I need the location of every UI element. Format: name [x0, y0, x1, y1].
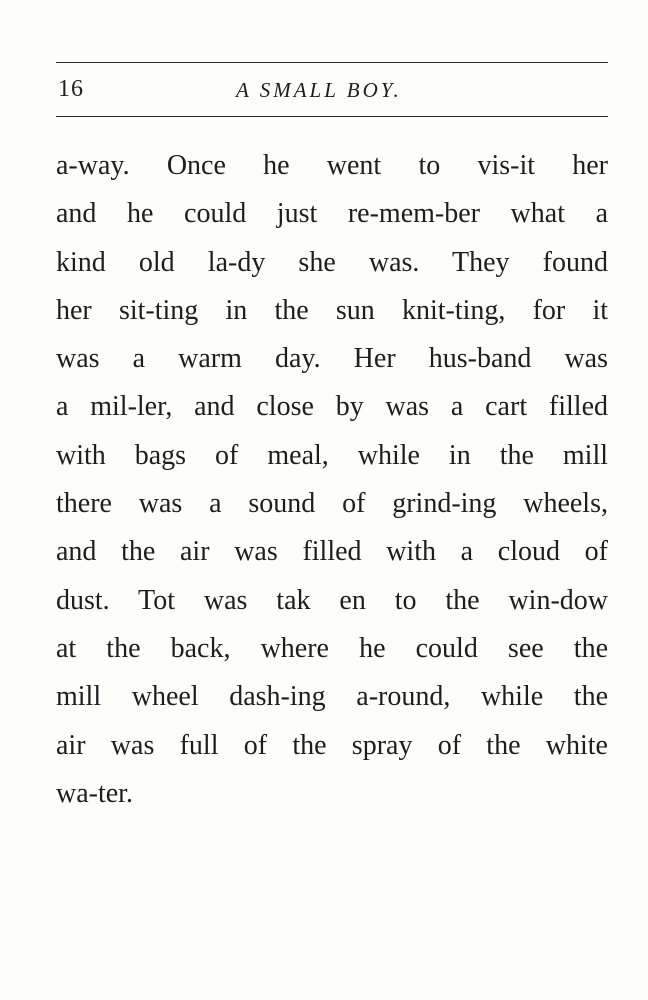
text-line: kind old la-dy she was. They found: [56, 246, 608, 278]
text-line: wa-ter.: [56, 777, 133, 809]
header-top-rule: [56, 62, 608, 63]
text-line: dust. Tot was tak en to the win-dow: [56, 584, 608, 616]
text-line: her sit-ting in the sun knit-ting, for it: [56, 294, 608, 326]
page-header: [56, 60, 608, 118]
text-line: with bags of meal, while in the mill: [56, 439, 608, 471]
text-line: and the air was filled with a cloud of: [56, 536, 608, 568]
text-line: there was a sound of grind-ing wheels,: [56, 488, 608, 520]
page-number: 16: [58, 76, 84, 102]
text-line: a mil-ler, and close by was a cart filled: [56, 391, 608, 423]
body-text: [56, 142, 608, 818]
running-title: A SMALL BOY.: [236, 78, 402, 102]
text-line: mill wheel dash-ing a-round, while the: [56, 681, 608, 713]
text-line: was a warm day. Her hus-band was: [56, 343, 608, 375]
header-bottom-rule: [56, 116, 608, 117]
text-line: and he could just re-mem-ber what a: [56, 198, 608, 230]
text-line: a-way. Once he went to vis-it her: [56, 150, 608, 181]
text-line: air was full of the spray of the white: [56, 729, 608, 761]
text-line: at the back, where he could see the: [56, 632, 608, 664]
